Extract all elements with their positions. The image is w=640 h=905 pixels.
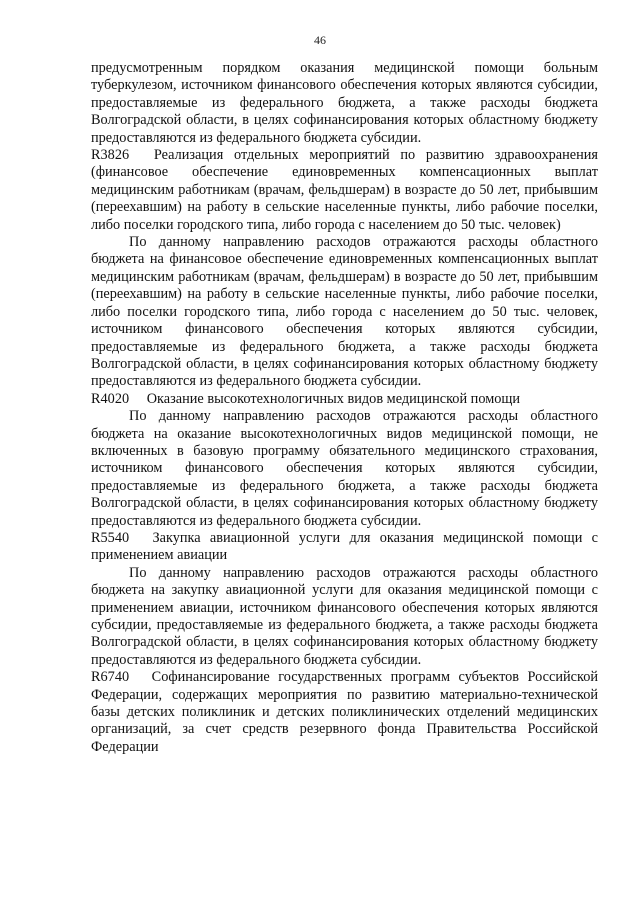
paragraph-body: По данному направлению расходов отражаются расходы областного бюджета на закупку авиационной услуги для оказания медицинской помощи с применением авиации, источником финансового обеспечения которых являются субсидии, предоставляемые из федерального бюджета, а также расходы бюджета Волгоградской области, в целях софинансирования которых областному бюджету предоставляются из федерального бюджета субсидии.	[91, 564, 598, 668]
expense-item-r4020	[91, 391, 598, 408]
expense-code: R6740	[91, 669, 130, 686]
expense-item-r3826	[91, 147, 598, 234]
paragraph-body: По данному направлению расходов отражаются расходы областного бюджета на оказание высокотехнологичных видов медицинской помощи, не включенных в базовую программу обязательного медицинского страхования, источником финансового обеспечения которых являются субсидии, предоставляемые из федерального бюджета, а также расходы бюджета Волгоградской области, в целях софинансирования которых областному бюджету предоставляются из федерального бюджета субсидии.	[91, 408, 598, 529]
expense-title: Закупка авиационной услуги для оказания медицинской помощи с применением авиации	[91, 529, 599, 564]
document-body	[91, 60, 598, 756]
expense-title: Софинансирование государственных программ субъектов Российской Федерации, содержащих мероприятия по развитию материально-технической базы детских поликлиник и детских поликлинических отделений медицинских организаций, за счет средств резервного фонда Правительства Российской Федерации	[91, 669, 598, 755]
expense-item-r5540	[91, 530, 598, 565]
expense-item-r6740	[91, 669, 598, 756]
expense-code: R3826	[91, 147, 130, 164]
expense-title: Оказание высокотехнологичных видов медицинской помощи	[146, 390, 521, 407]
expense-title: Реализация отдельных мероприятий по развитию здравоохранения (финансовое обеспечение единовременных компенсационных выплат медицинским работникам (врачам, фельдшерам) в возрасте до 50 лет, прибывшим (переехавшим) на работу в сельские населенные пункты, либо рабочие поселки, либо поселки городского типа, либо города с населением до 50 тыс. человек)	[91, 147, 598, 233]
paragraph-continuation: предусмотренным порядком оказания медицинской помощи больным туберкулезом, источником финансового обеспечения которых являются субсидии, предоставляемые из федерального бюджета, а также расходы бюджета Волгоградской области, в целях софинансирования которых областному бюджету предоставляются из федерального бюджета субсидии.	[91, 60, 598, 146]
paragraph-body: По данному направлению расходов отражаются расходы областного бюджета на финансовое обеспечение единовременных компенсационных выплат медицинским работникам (врачам, фельдшерам) в возрасте до 50 лет, прибывшим (переехавшим) на работу в сельские населенные пункты, либо рабочие поселки, либо поселки городского типа, либо города с населением до 50 тыс. человек, источником финансового обеспечения которых являются субсидии, предоставляемые из федерального бюджета, а также расходы бюджета Волгоградской области, в целях софинансирования которых областному бюджету предоставляются из федерального бюджета субсидии.	[91, 234, 598, 390]
expense-code: R4020	[91, 390, 130, 407]
page-number: 46	[314, 33, 326, 47]
expense-code: R5540	[91, 529, 130, 546]
